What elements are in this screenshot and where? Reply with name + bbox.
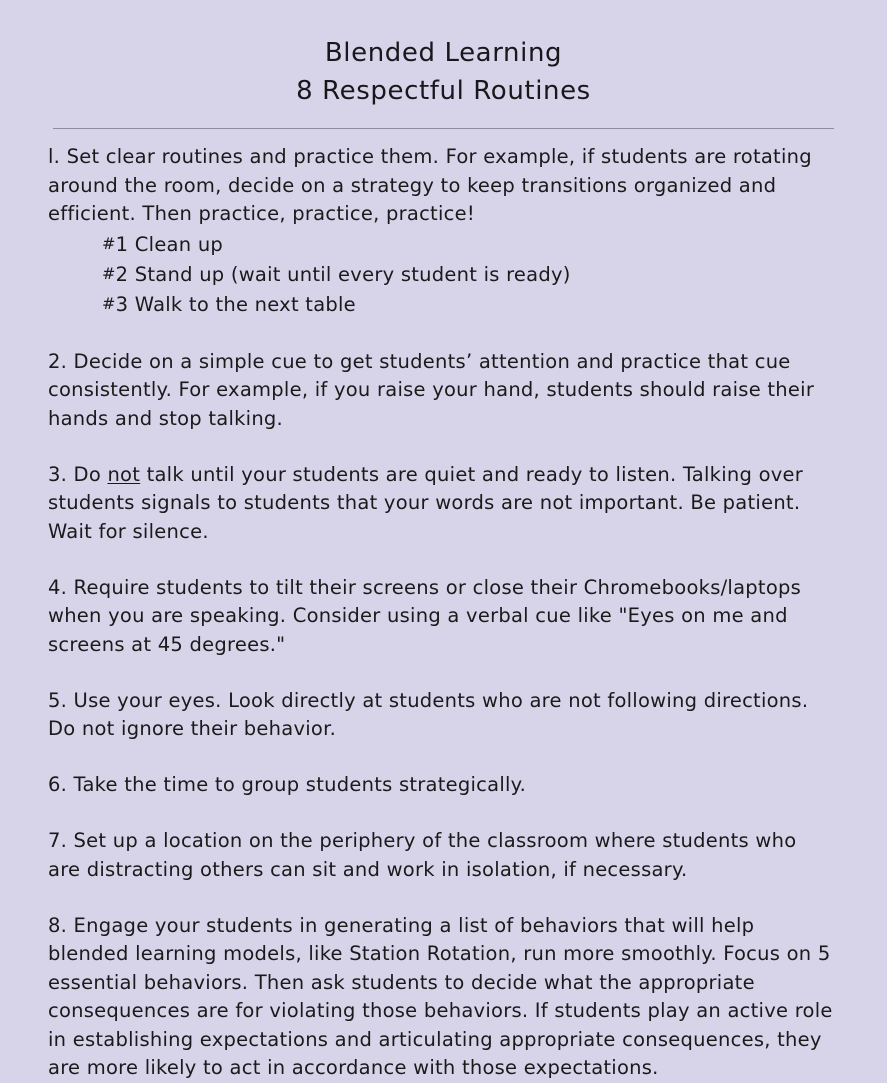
paragraph-spacer <box>48 560 835 574</box>
hash-icon: # <box>102 263 116 283</box>
routine-item-5: 5. Use your eyes. Look directly at students who are not following directions. Do not ignore their behavior. <box>48 688 809 740</box>
routine-item-7: 7. Set up a location on the periphery of the classroom where students who are distracting others can sit and work in isolation, if necessary. <box>48 829 797 881</box>
paragraph-spacer <box>48 447 835 461</box>
sub-item-label: Clean up <box>134 232 224 256</box>
sub-item-index: 2 <box>115 262 129 286</box>
routine-item-3 <box>48 461 835 547</box>
list-item <box>102 289 835 319</box>
paragraph-spacer <box>48 813 835 827</box>
routine-item-6: 6. Take the time to group students strategically. <box>48 773 527 796</box>
emphasis-not: not <box>107 462 141 486</box>
page-title-line-2: 8 Respectful Routines <box>296 76 591 106</box>
hash-icon: # <box>102 293 116 313</box>
paragraph-spacer <box>48 673 835 687</box>
sub-item-label: Stand up (wait until every student is ready) <box>134 262 571 286</box>
routine-item-1-sublist <box>48 229 835 319</box>
document-body <box>0 129 887 1083</box>
sub-item-index: 3 <box>115 292 129 316</box>
routine-item-3-text-before: 3. Do <box>48 462 108 486</box>
list-item <box>102 229 835 259</box>
document-header <box>0 0 887 129</box>
paragraph-spacer <box>48 319 835 348</box>
paragraph-spacer <box>48 757 835 771</box>
sub-item-label: Walk to the next table <box>134 292 356 316</box>
routine-item-3-text-after: talk until your students are quiet and ready to listen. Talking over students signals to students that your words are not important. Be patient. Wait for silence. <box>48 462 804 543</box>
routine-item-1: l. Set clear routines and practice them. For example, if students are rotating around the room, decide on a strategy to keep transitions organized and efficient. Then practice, practice, practice! <box>48 145 812 225</box>
list-item <box>102 259 835 289</box>
paragraph-spacer <box>48 898 835 912</box>
routine-item-2: 2. Decide on a simple cue to get students’ attention and practice that cue consistently. For example, if you raise your hand, students should raise their hands and stop talking. <box>48 349 815 430</box>
page-title-line-1: Blended Learning <box>324 38 563 68</box>
routine-item-8: 8. Engage your students in generating a list of behaviors that will help blended learning models, like Station Rotation, run more smoothly. Focus on 5 essential behaviors. Then ask students to decide what the appropriate consequences are for violating those behaviors. If students play an active role in establishing expectations and articulating appropriate consequences, they are more likely to act in accordance with those expectations. <box>48 913 833 1079</box>
hash-icon: # <box>102 233 116 253</box>
routine-item-4: 4. Require students to tilt their screens or close their Chromebooks/laptops when you are speaking. Consider using a verbal cue like "Eyes on me and screens at 45 degrees." <box>48 575 802 656</box>
sub-item-index: 1 <box>115 232 129 256</box>
